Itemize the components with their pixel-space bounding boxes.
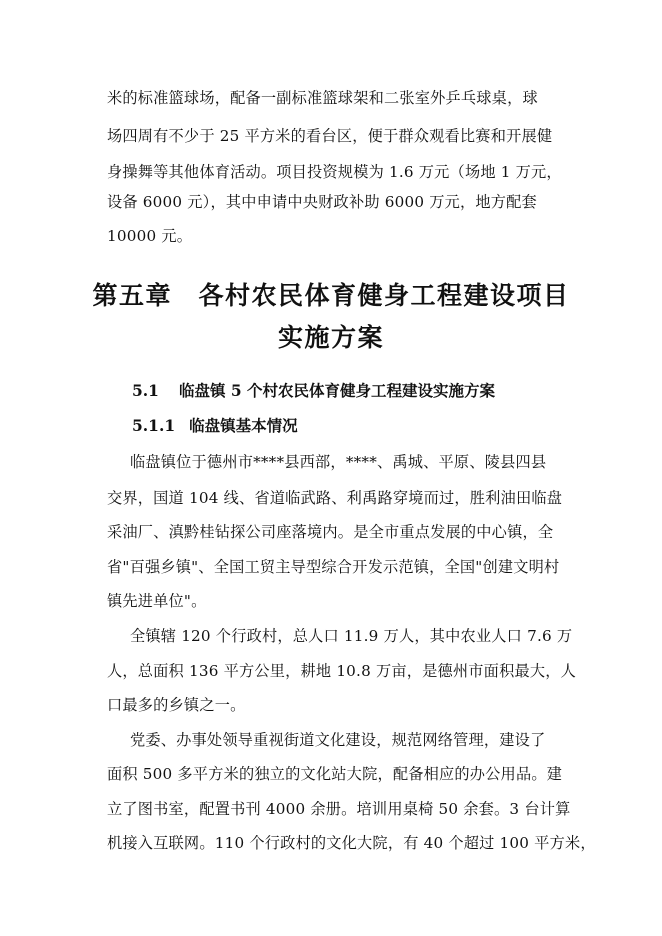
chapter-title-line-1: 第五章 各村农民体育健身工程建设项目 [92,281,570,310]
chapter-title-line-2: 实施方案 [277,323,384,352]
para3-line-3: 立了图书室，配置书刊 4000 余册。培训用桌椅 50 余套。3 台计算 [107,800,571,818]
para2-line-3: 口最多的乡镇之一。 [107,696,246,714]
para1-line-2: 交界，国道 104 线、省道临武路、利禹路穿境而过，胜利油田临盘 [107,489,563,507]
intro-line-5: 10000 元。 [107,227,193,245]
para1-line-5: 镇先进单位"。 [107,592,207,610]
intro-line-1: 米的标准篮球场，配备一副标准篮球架和二张室外乒乓球桌，球 [107,89,538,107]
subsection-number: 5.1.1 [132,416,176,435]
subsection-title: 临盘镇基本情况 [189,416,298,435]
section-title: 临盘镇 5 个村农民体育健身工程建设实施方案 [178,381,496,400]
para3-line-4: 机接入互联网。110 个行政村的文化大院，有 40 个超过 100 平方米， [107,834,596,852]
para1-line-4: 省"百强乡镇"、全国工贸主导型综合开发示范镇，全国"创建文明村 [107,558,560,576]
intro-line-3: 身操舞等其他体育活动。项目投资规模为 1.6 万元（场地 1 万元， [107,163,562,181]
para3-line-2: 面积 500 多平方米的独立的文化站大院，配备相应的办公用品。建 [107,765,563,783]
intro-line-2: 场四周有不少于 25 平方米的看台区，便于群众观看比赛和开展健 [107,127,553,145]
section-heading [132,381,495,401]
section-number: 5.1 [132,381,159,400]
para1-line-1: 临盘镇位于德州市****县西部，****、禹城、平原、陵县四县 [130,453,547,471]
para2-line-1: 全镇辖 120 个行政村，总人口 11.9 万人，其中农业人口 7.6 万 [130,627,573,645]
para1-line-3: 采油厂、滇黔桂钻探公司座落境内。是全市重点发展的中心镇，全 [107,523,554,541]
subsection-heading [132,416,298,436]
intro-line-4: 设备 6000 元），其中申请中央财政补助 6000 万元，地方配套 [107,193,537,211]
para3-line-1: 党委、办事处领导重视街道文化建设，规范网络管理，建设了 [130,731,546,749]
para2-line-2: 人，总面积 136 平方公里，耕地 10.8 万亩，是德州市面积最大，人 [107,662,577,680]
